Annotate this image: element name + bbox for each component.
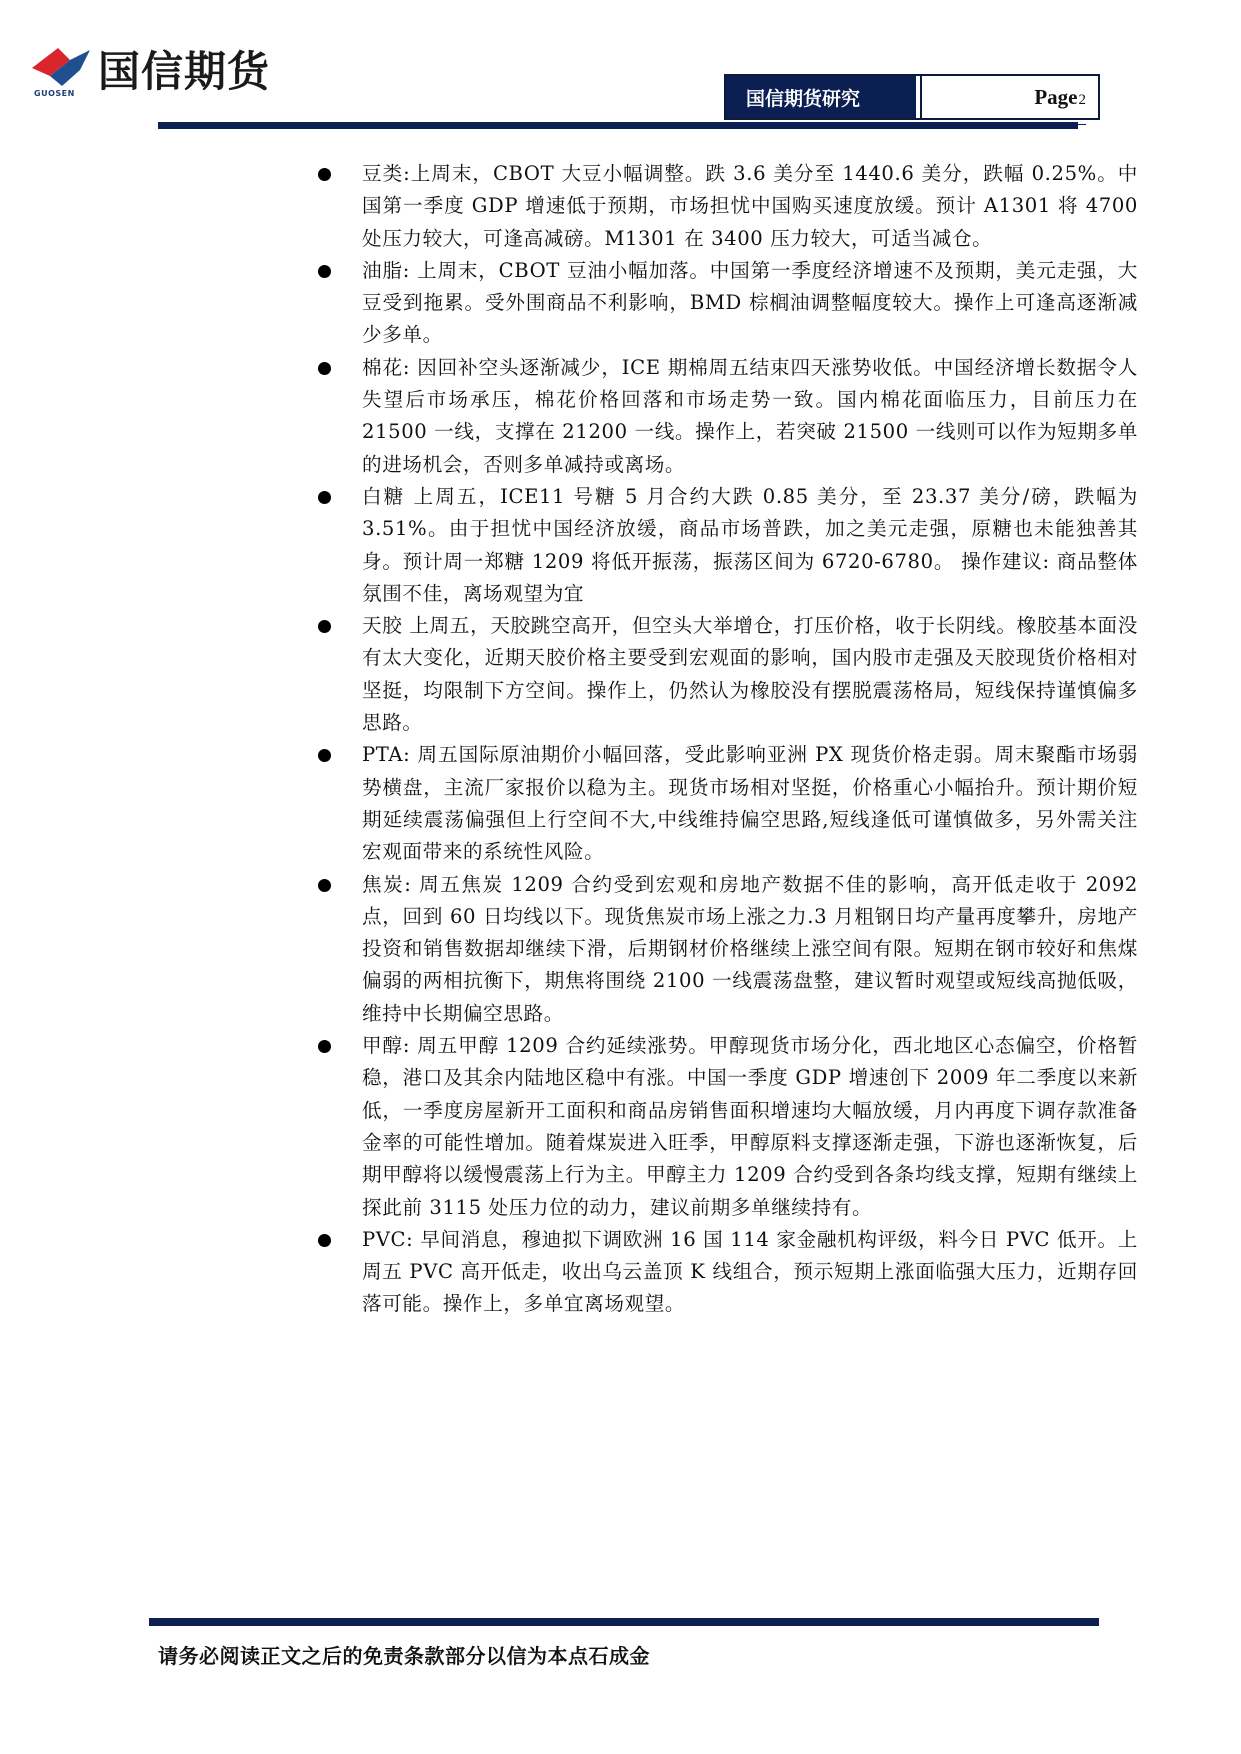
item-text: PVC: 早间消息，穆迪拟下调欧洲 16 国 114 家金融机构评级，料今日 PVC 低开。上周五 PVC 高开低走，收出乌云盖顶 K 线组合，预示短期上涨面临强大压力，近期存回落可能。操作上，多单宜离场观望。: [362, 1227, 1138, 1316]
list-item: [318, 1224, 1138, 1321]
list-item: [318, 255, 1138, 352]
list-item: [318, 1030, 1138, 1224]
item-text: 甲醇: 周五甲醇 1209 合约延续涨势。甲醇现货市场分化，西北地区心态偏空，价格暂稳，港口及其余内陆地区稳中有涨。中国一季度 GDP 增速创下 2009 年二季度以来新低，一季度房屋新开工面积和商品房销售面积增速均大幅放缓，月内再度下调存款准备金率的可能性增加。随着煤炭进入旺季，甲醇原料支撑逐渐走强，下游也逐渐恢复，后期甲醇将以缓慢震荡上行为主。甲醇主力 1209 合约受到各条均线支撑，短期有继续上探此前 3115 处压力位的动力，建议前期多单继续持有。: [362, 1034, 1138, 1219]
logo-mark-icon: [30, 46, 94, 94]
item-text: 白糖 上周五，ICE11 号糖 5 月合约大跌 0.85 美分，至 23.37 美分/磅，跌幅为 3.51%。由于担忧中国经济放缓，商品市场普跌，加之美元走强，原糖也未能独善其身。预计周一郑糖 1209 将低开振荡，振荡区间为 6720-6780。 操作建议: 商品整体氛围不佳，离场观望为宜: [362, 484, 1138, 605]
list-item: [318, 352, 1138, 481]
page-indicator: [920, 76, 1098, 118]
item-text: 豆类:上周末，CBOT 大豆小幅调整。跌 3.6 美分至 1440.6 美分，跌幅 0.25%。中国第一季度 GDP 增速低于预期，市场担忧中国购买速度放缓。预计 A1301 将 4700 处压力较大，可逢高减磅。M1301 在 3400 压力较大，可适当减仓。: [362, 162, 1138, 250]
logo-name: 国信期货: [98, 47, 271, 96]
item-text: 棉花: 因回补空头逐渐减少，ICE 期棉周五结束四天涨势收低。中国经济增长数据令人失望后市场承压，棉花价格回落和市场走势一致。国内棉花面临压力，目前压力在 21500 一线，支撑在 21200 一线。操作上，若突破 21500 一线则可以作为短期多单的进场机会，否则多单减持或离场。: [362, 355, 1138, 476]
item-text: 油脂: 上周末，CBOT 豆油小幅加落。中国第一季度经济增速不及预期，美元走强，大豆受到拖累。受外围商品不利影响，BMD 棕榈油调整幅度较大。操作上可逢高逐渐减少多单。: [362, 258, 1138, 347]
list-item: [318, 610, 1138, 739]
bullet-icon: [318, 1040, 331, 1053]
bullet-icon: [318, 1234, 331, 1247]
list-item: [318, 739, 1138, 868]
bullet-icon: [318, 491, 331, 504]
bullet-icon: [318, 168, 331, 181]
item-text: 天胶 上周五，天胶跳空高开，但空头大举增仓，打压价格，收于长阴线。橡胶基本面没有太大变化，近期天胶价格主要受到宏观面的影响，国内股市走强及天胶现货价格相对坚挺，均限制下方空间。操作上，仍然认为橡胶没有摆脱震荡格局，短线保持谨慎偏多思路。: [362, 614, 1138, 735]
page-label: Page: [1034, 84, 1078, 109]
header-box: [724, 74, 1100, 120]
commodity-list: [318, 158, 1138, 1321]
item-text: 焦炭: 周五焦炭 1209 合约受到宏观和房地产数据不佳的影响，高开低走收于 2092 点，回到 60 日均线以下。现货焦炭市场上涨之力.3 月粗钢日均产量再度攀升，房地产投资和销售数据却继续下滑，后期钢材价格继续上涨空间有限。短期在钢市较好和焦煤偏弱的两相抗衡下，期焦将围绕 2100 一线震荡盘整，建议暂时观望或短线高抛低吸，维持中长期偏空思路。: [362, 872, 1138, 1025]
bullet-icon: [318, 749, 331, 762]
bullet-icon: [318, 362, 331, 375]
footer-rule: [149, 1618, 1099, 1626]
company-logo: [30, 44, 320, 104]
header-rule-tick: [1078, 124, 1086, 125]
list-item: [318, 869, 1138, 1030]
footer-disclaimer: 请务必阅读正文之后的免责条款部分以信为本点石成金: [158, 1644, 650, 1668]
list-item: [318, 481, 1138, 610]
item-text: PTA: 周五国际原油期价小幅回落，受此影响亚洲 PX 现货价格走弱。周末聚酯市场弱势横盘，主流厂家报价以稳为主。现货市场相对坚挺，价格重心小幅抬升。预计期价短期延续震荡偏强但上行空间不大,中线维持偏空思路,短线逢低可谨慎做多，另外需关注宏观面带来的系统性风险。: [362, 743, 1138, 864]
list-item: [318, 158, 1138, 255]
header-rule: [158, 122, 1078, 129]
bullet-icon: [318, 265, 331, 278]
section-label: 国信期货研究: [726, 76, 916, 118]
bullet-icon: [318, 620, 331, 633]
logo-subtitle: GUOSEN: [34, 89, 75, 98]
bullet-icon: [318, 879, 331, 892]
page-number: 2: [1078, 91, 1086, 108]
